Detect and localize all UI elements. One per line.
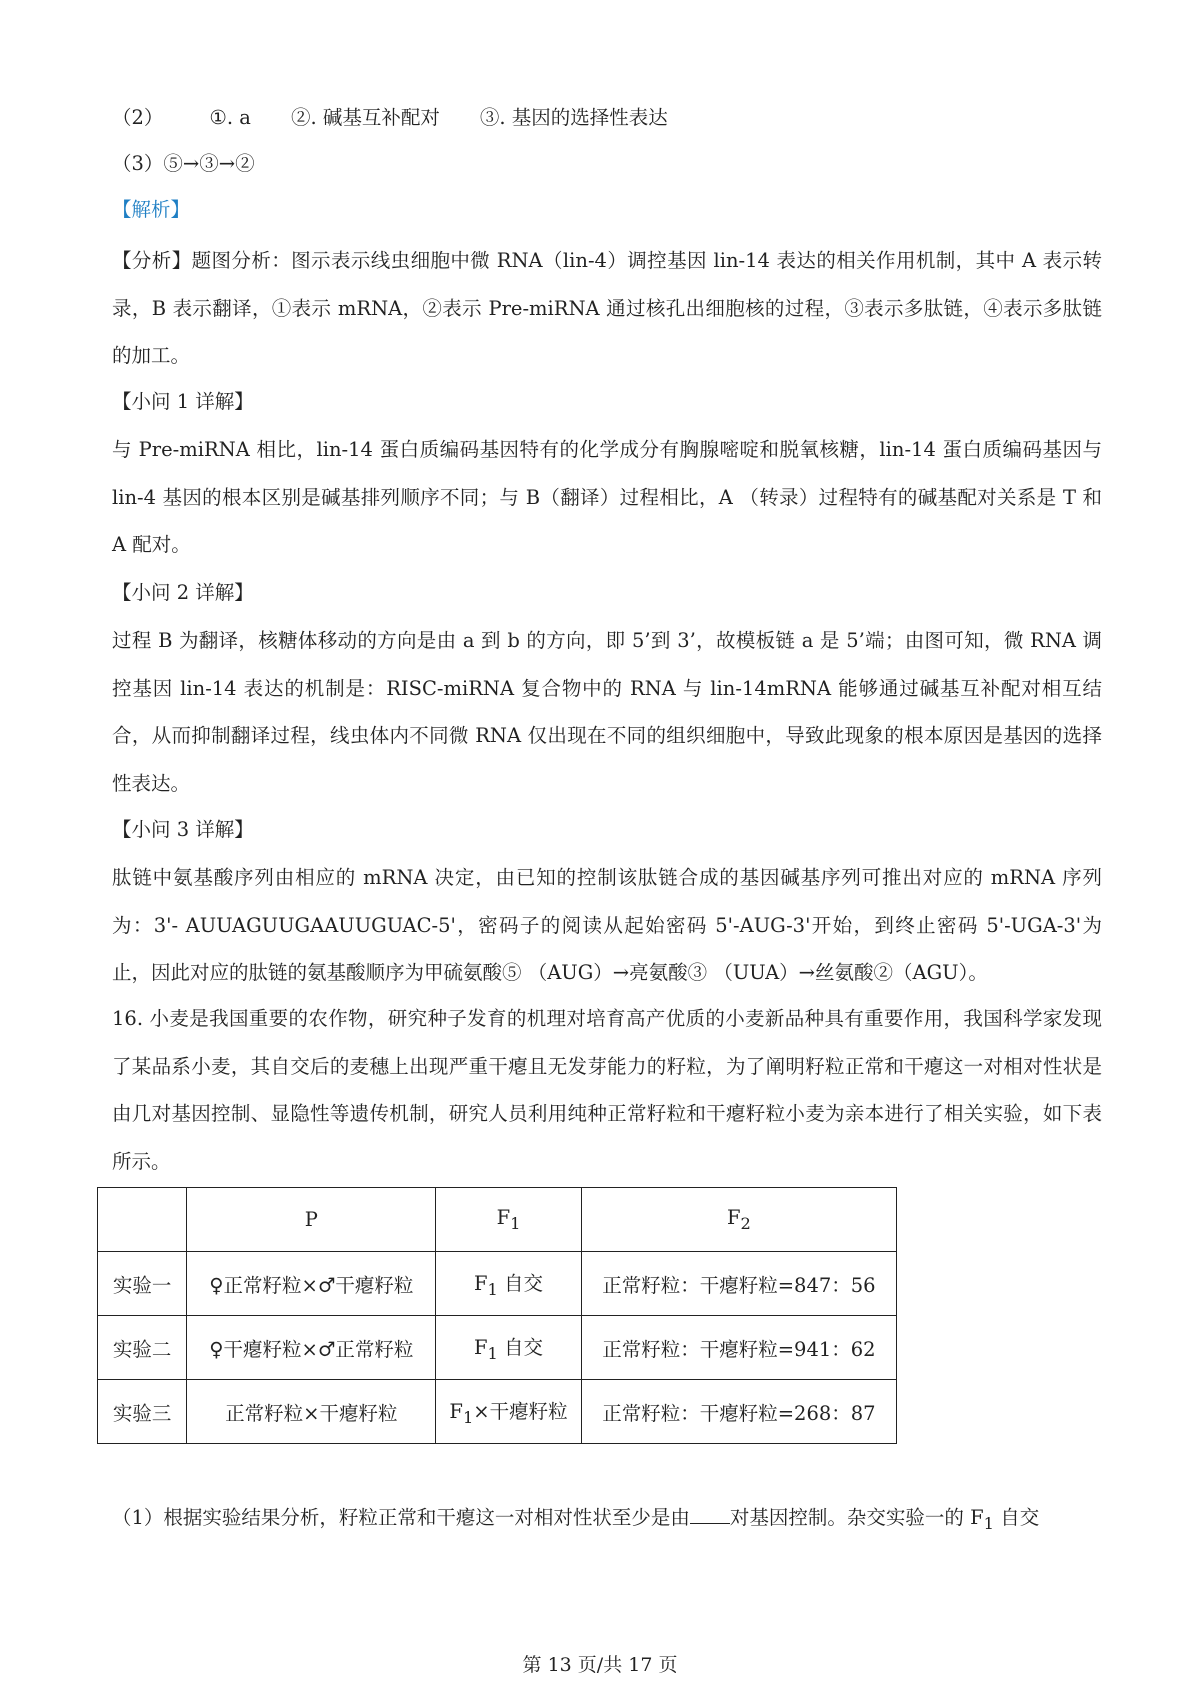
answer-2-item-1: ①. a [209, 106, 251, 129]
detail3-paragraph [112, 854, 1102, 997]
row-name: 实验二 [98, 1316, 187, 1380]
header-cell-empty [98, 1188, 187, 1252]
row-f1-base: F [473, 1272, 488, 1296]
header-cell-p: P [187, 1188, 436, 1252]
row-f1-base: F [473, 1336, 488, 1360]
detail3-text: 肽链中氨基酸序列由相应的 mRNA 决定，由已知的控制该肽链合成的基因碱基序列可推出对应的 mRNA 序列为：3'- AUUAGUUGAAUUGUAC-5'，密码子的阅读从起始密码 5'-AUG-3'开始，到终止密码 5'-UGA-3'为止，因此对应的肽链的氨基酸顺序为甲硫氨酸⑤ （AUG）→亮氨酸③ （UUA）→丝氨酸②（AGU）。 [112, 866, 1102, 984]
sub-question-1-after: 对基因控制。杂交实验一的 F [729, 1506, 984, 1529]
detail2-text: 过程 B 为翻译，核糖体移动的方向是由 a 到 b 的方向，即 5’到 3’，故模板链 a 是 5’端；由图可知，微 RNA 调控基因 lin-14 表达的机制是：RISC-miRNA 复合物中的 RNA 与 lin-14mRNA 能够通过碱基互补配对相互结合，从而抑制翻译过程，线虫体内不同微 RNA 仅出现在不同的组织细胞中，导致此现象的根本原因是基因的选择性表达。 [112, 629, 1102, 795]
row-name: 实验三 [98, 1380, 187, 1444]
row-f1-post: 自交 [497, 1336, 544, 1360]
question-16-text: 16. 小麦是我国重要的农作物，研究种子发育的机理对培育高产优质的小麦新品种具有重要作用，我国科学家发现了某品系小麦，其自交后的麦穗上出现严重干瘪且无发芽能力的籽粒，为了阐明籽粒正常和干瘪这一对相对性状是由几对基因控制、显隐性等遗传机制，研究人员利用纯种正常籽粒和干瘪籽粒小麦为亲本进行了相关实验，如下表所示。 [112, 1007, 1102, 1173]
row-name: 实验一 [98, 1252, 187, 1316]
row-f1-sub: 1 [487, 1279, 498, 1299]
row-f1-post: ×干瘪籽粒 [473, 1400, 568, 1424]
detail1-paragraph [112, 426, 1102, 569]
row-f1 [436, 1380, 582, 1444]
header-f2-sub: 2 [740, 1213, 751, 1233]
analysis-label: 【解析】 [112, 198, 191, 221]
detail3-heading: 【小问 3 详解】 [112, 818, 254, 841]
row-f2: 正常籽粒：干瘪籽粒=268：87 [581, 1380, 896, 1444]
detail1-heading: 【小问 1 详解】 [112, 390, 254, 413]
sub-question-1-before: （1）根据实验结果分析，籽粒正常和干瘪这一对相对性状至少是由 [112, 1506, 690, 1529]
row-f1-post: 自交 [497, 1272, 544, 1296]
answer-2-item-2: ②. 碱基互补配对 [290, 106, 440, 129]
row-p: 正常籽粒×干瘪籽粒 [187, 1380, 436, 1444]
sub-question-1 [112, 1503, 1039, 1539]
detail1-text: 与 Pre-miRNA 相比，lin-14 蛋白质编码基因特有的化学成分有胸腺嘧啶和脱氧核糖，lin-14 蛋白质编码基因与 lin-4 基因的根本区别是碱基排列顺序不同；与 B（翻译）过程相比，A （转录）过程特有的碱基配对关系是 T 和 A 配对。 [112, 438, 1102, 556]
row-f1 [436, 1252, 582, 1316]
table-row [98, 1252, 897, 1316]
header-f1-sub: 1 [510, 1213, 521, 1233]
header-f2-base: F [726, 1206, 741, 1230]
header-f1-base: F [496, 1206, 511, 1230]
analysis-text: 【分析】题图分析：图示表示线虫细胞中微 RNA（lin-4）调控基因 lin-14 表达的相关作用机制，其中 A 表示转录，B 表示翻译，①表示 mRNA，②表示 Pre-miRNA 通过核孔出细胞核的过程，③表示多肽链，④表示多肽链的加工。 [112, 249, 1102, 367]
detail2-heading: 【小问 2 详解】 [112, 581, 254, 604]
table-row [98, 1380, 897, 1444]
answer-blank[interactable] [690, 1505, 730, 1524]
row-f2: 正常籽粒：干瘪籽粒=941：62 [581, 1316, 896, 1380]
header-cell-f2 [581, 1188, 896, 1252]
experiment-table [97, 1187, 897, 1444]
detail2-paragraph [112, 617, 1102, 807]
row-f1-sub: 1 [487, 1343, 498, 1363]
page-footer: 第 13 页/共 17 页 [522, 1654, 678, 1676]
table-row [98, 1316, 897, 1380]
answer-2-label: （2） [112, 106, 164, 129]
answer-3: （3）⑤→③→② [112, 152, 255, 175]
header-cell-f1 [436, 1188, 582, 1252]
sub-question-1-end: 自交 [994, 1506, 1040, 1529]
row-p: ♀干瘪籽粒×♂正常籽粒 [187, 1316, 436, 1380]
sub-question-1-sub: 1 [983, 1513, 994, 1533]
row-p: ♀正常籽粒×♂干瘪籽粒 [187, 1252, 436, 1316]
analysis-paragraph [112, 237, 1102, 380]
row-f2: 正常籽粒：干瘪籽粒=847：56 [581, 1252, 896, 1316]
answer-2 [112, 103, 1112, 133]
row-f1-base: F [449, 1400, 463, 1424]
question-16 [112, 995, 1102, 1185]
row-f1 [436, 1316, 582, 1380]
table-header-row [98, 1188, 897, 1252]
row-f1-sub: 1 [462, 1407, 474, 1427]
answer-2-item-3: ③. 基因的选择性表达 [479, 106, 668, 129]
